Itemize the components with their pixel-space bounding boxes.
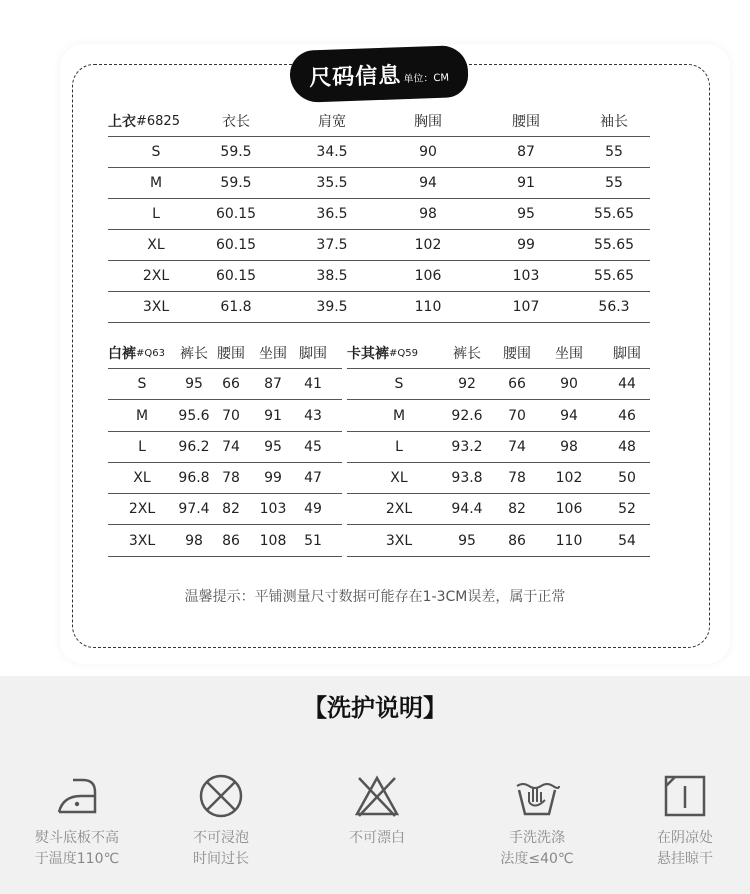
care-label-line1: 手洗洗涤 [509,830,565,846]
column-header: 腰围 [217,346,245,362]
measure-cell: 70 [222,408,240,424]
care-label-line2: 于温度110℃ [34,851,120,867]
measure-cell: 82 [222,501,240,517]
care-item-iron [12,772,142,870]
column-header: 腰围 [512,114,540,130]
measure-cell: 106 [555,501,583,517]
size-cell: M [392,408,406,424]
size-cell: 2XL [142,268,170,284]
measure-cell: 55 [605,175,623,191]
size-cell: 2XL [385,501,413,517]
care-label-line1: 熨斗底板不高 [34,830,119,846]
measure-cell: 36.5 [316,206,348,222]
measure-cell: 82 [508,501,526,517]
measure-cell: 95.6 [178,408,210,424]
table-header-row [108,106,650,137]
size-cell: 3XL [385,533,413,549]
table-title-code: #Q59 [389,347,418,359]
measure-cell: 86 [222,533,240,549]
care-item-no-bleach [312,772,442,849]
size-cell: XL [147,237,165,253]
measure-cell: 74 [222,439,240,455]
measure-cell: 56.3 [598,299,630,315]
size-cell: XL [390,470,408,486]
measure-cell: 95 [458,533,476,549]
measure-cell: 97.4 [178,501,210,517]
measure-cell: 78 [508,470,526,486]
care-title: 【洗护说明】 [303,694,447,722]
table-title-code: #Q63 [136,347,165,359]
measure-cell: 98 [185,533,203,549]
measure-cell: 103 [512,268,540,284]
hand-wash-icon [513,772,561,820]
measure-cell: 96.8 [178,470,210,486]
table-row [108,137,650,168]
size-cell: L [152,206,160,222]
table-row [108,230,650,261]
column-header: 脚围 [613,346,641,362]
size-cell: M [135,408,149,424]
measure-cell: 108 [259,533,287,549]
care-label-line1: 不可浸泡 [193,830,249,846]
measure-cell: 45 [304,439,322,455]
measure-cell: 91 [264,408,282,424]
measure-cell: 54 [618,533,636,549]
column-header: 袖长 [600,114,628,130]
measure-cell: 60.15 [215,237,257,253]
measure-cell: 37.5 [316,237,348,253]
measure-cell: 87 [264,376,282,392]
measure-cell: 47 [304,470,322,486]
table-row [347,401,650,432]
size-cell: 2XL [128,501,156,517]
measure-cell: 52 [618,501,636,517]
measure-cell: 107 [512,299,540,315]
measure-cell: 102 [414,237,442,253]
measure-cell: 59.5 [220,144,252,160]
shade-dry-icon [661,772,709,820]
table-row [108,463,342,494]
measure-cell: 110 [555,533,583,549]
badge-title: 尺码信息 [308,62,402,91]
column-header: 胸围 [414,114,442,130]
measure-cell: 60.15 [215,206,257,222]
measure-cell: 44 [618,376,636,392]
size-info-badge [289,45,469,103]
iron-icon [53,772,101,820]
care-label-line1: 在阴凉处 [657,830,713,846]
measure-cell: 61.8 [220,299,252,315]
size-cell: 3XL [128,533,156,549]
measure-cell: 90 [560,376,578,392]
measure-cell: 95 [185,376,203,392]
table-row [108,292,650,323]
measurement-note: 温馨提示：平铺测量尺寸数据可能存在1-3CM误差，属于正常 [184,589,566,605]
measure-cell: 99 [264,470,282,486]
measure-cell: 74 [508,439,526,455]
measure-cell: 92 [458,376,476,392]
measure-cell: 51 [304,533,322,549]
no-bleach-icon [353,772,401,820]
column-header: 裤长 [180,346,208,362]
care-item-no-soak [156,772,286,870]
measure-cell: 55 [605,144,623,160]
care-item-hand-wash [472,772,602,870]
measure-cell: 66 [508,376,526,392]
column-header: 脚围 [299,346,327,362]
table-title [347,338,418,368]
care-label-line2: 时间过长 [193,851,249,867]
column-header: 坐围 [259,346,287,362]
size-cell: L [138,439,146,455]
column-header: 裤长 [453,346,481,362]
measure-cell: 55.65 [593,206,635,222]
table-row [347,494,650,525]
table-row [108,199,650,230]
measure-cell: 92.6 [451,408,483,424]
size-cell: S [394,376,404,392]
table-row [347,463,650,494]
measure-cell: 78 [222,470,240,486]
measure-cell: 93.2 [451,439,483,455]
table-row [108,494,342,525]
measure-cell: 59.5 [220,175,252,191]
table-row [108,261,650,292]
table-row [347,526,650,557]
column-header: 腰围 [503,346,531,362]
measure-cell: 95 [264,439,282,455]
measure-cell: 94 [560,408,578,424]
measure-cell: 41 [304,376,322,392]
care-label-line1: 不可漂白 [349,830,405,846]
size-cell: S [137,376,147,392]
measure-cell: 91 [517,175,535,191]
measure-cell: 106 [414,268,442,284]
table-row [108,432,342,463]
measure-cell: 66 [222,376,240,392]
table-title-label: 卡其裤 [347,346,389,362]
measure-cell: 94.4 [451,501,483,517]
measure-cell: 98 [560,439,578,455]
measure-cell: 102 [555,470,583,486]
measure-cell: 99 [517,237,535,253]
table-row [108,168,650,199]
no-soak-icon [197,772,245,820]
size-cell: XL [133,470,151,486]
measure-cell: 55.65 [593,268,635,284]
table-row [347,369,650,400]
measure-cell: 35.5 [316,175,348,191]
care-section [0,676,750,894]
care-item-shade-dry [620,772,750,870]
column-header: 坐围 [555,346,583,362]
care-label-line2: 法度≤40℃ [500,851,574,867]
table-title-label: 上衣 [108,114,136,130]
table-header-row [108,338,342,369]
table-title [108,338,165,368]
size-cell: 3XL [142,299,170,315]
measure-cell: 55.65 [593,237,635,253]
measure-cell: 103 [259,501,287,517]
measure-cell: 98 [419,206,437,222]
measure-cell: 90 [419,144,437,160]
size-cell: M [149,175,163,191]
table-title-code: #6825 [136,113,180,129]
table-row [347,432,650,463]
care-label-line2: 悬挂晾干 [657,851,713,867]
size-cell: S [151,144,161,160]
measure-cell: 50 [618,470,636,486]
measure-cell: 87 [517,144,535,160]
size-cell: L [395,439,403,455]
badge-unit: 单位：CM [403,72,450,85]
measure-cell: 86 [508,533,526,549]
measure-cell: 95 [517,206,535,222]
table-title [108,106,180,136]
measure-cell: 48 [618,439,636,455]
measure-cell: 49 [304,501,322,517]
measure-cell: 43 [304,408,322,424]
measure-cell: 94 [419,175,437,191]
table-row [108,369,342,400]
table-title-label: 白裤 [108,346,136,362]
table-header-row [347,338,650,369]
measure-cell: 38.5 [316,268,348,284]
measure-cell: 70 [508,408,526,424]
table-row [108,526,342,557]
measure-cell: 34.5 [316,144,348,160]
measure-cell: 93.8 [451,470,483,486]
column-header: 衣长 [222,114,250,130]
table-row [108,401,342,432]
measure-cell: 110 [414,299,442,315]
measure-cell: 39.5 [316,299,348,315]
measure-cell: 60.15 [215,268,257,284]
column-header: 肩宽 [318,114,346,130]
measure-cell: 96.2 [178,439,210,455]
measure-cell: 46 [618,408,636,424]
